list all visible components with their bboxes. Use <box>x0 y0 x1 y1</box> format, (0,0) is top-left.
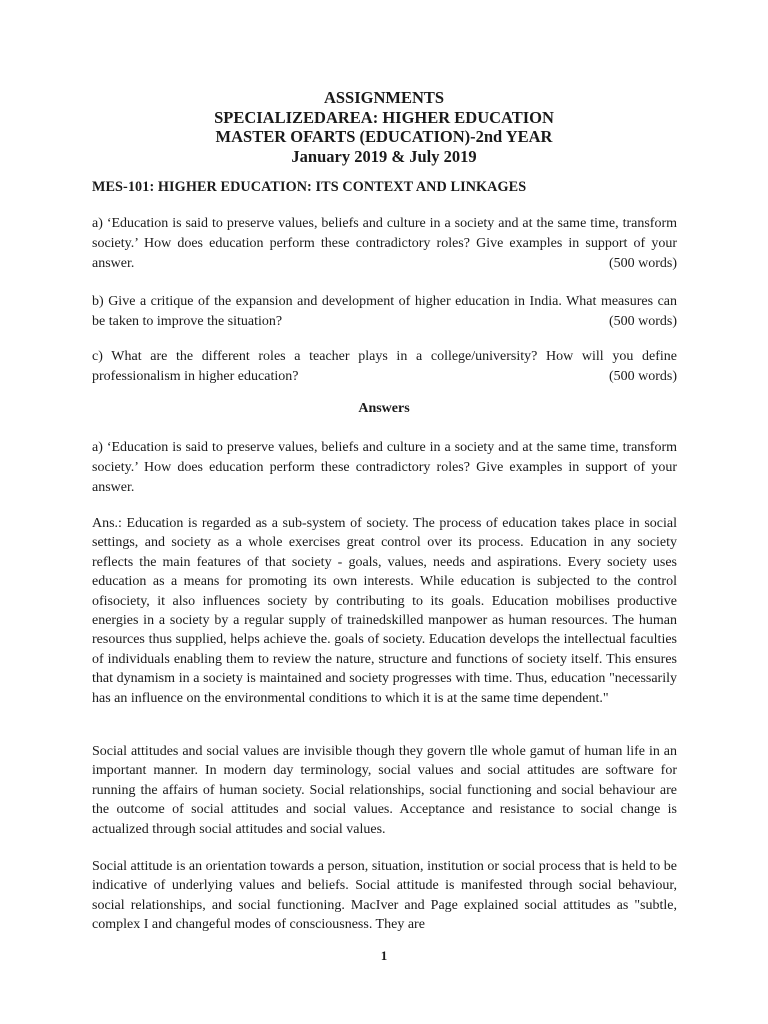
answer-question-restated: a) ‘Education is said to preserve values, beliefs and culture in a society and at the same time, transform society.’ How does education perform these contradictory roles? Give examples in support of your answer. <box>92 440 677 495</box>
question-b-words <box>92 312 677 332</box>
question-text: b) Give a critique of the expansion and development of higher education in India. What measures can be taken to improve the situation? <box>92 294 677 329</box>
header-programme: MASTER OFARTS (EDUCATION)-2nd YEAR <box>215 127 553 146</box>
course-title: MES-101: HIGHER EDUCATION: ITS CONTEXT AND LINKAGES <box>92 179 527 195</box>
answers-heading: Answers <box>358 401 410 416</box>
question-text: a) ‘Education is said to preserve values, beliefs and culture in a society and at the same time, transform society.’ How does education perform these contradictory roles? Give examples in support of your answer. <box>92 216 677 271</box>
word-limit: (500 words) <box>608 369 677 384</box>
answer-paragraph: Ans.: Education is regarded as a sub-system of society. The process of education takes place in social settings, and society as a whole exercises great control over its process. Education in any society reflects the main features of that society - goals, values, needs and aspirations. Every society uses education as a means for promoting its own interests. While education is subjected to the control ofisociety, it also influences society by contributing to its goals. Education mobilises productive energies in a society by a regular supply of trainedskilled manpower as human resources. The human resources thus supplied, helps achieve the. goals of society. Education develops the intellectual faculties of individuals enabling them to review the nature, structure and functions of society itself. This ensures that dynamism in a society is maintained and society progresses with time. Thus, education "necessarily has an influence on the environmental conditions to which it is at the same time dependent." <box>92 516 677 706</box>
word-limit: (500 words) <box>608 314 677 329</box>
header-title: ASSIGNMENTS <box>323 88 445 107</box>
header-specialized-area: SPECIALIZEDAREA: HIGHER EDUCATION <box>214 107 554 127</box>
answer-paragraph: Social attitudes and social values are invisible though they govern tlle whole gamut of human life in an important manner. In modern day terminology, social values and social attitudes are software for running the affairs of human society. Social relationships, social functioning and social behaviour are the outcome of social attitudes and social values. Acceptance and resistance to social change is actualized through social attitudes and social values. <box>92 744 677 837</box>
header-session: January 2019 & July 2019 <box>291 146 477 166</box>
page-number: 1 <box>380 948 388 963</box>
question-a-words <box>92 254 677 274</box>
answer-paragraph: Social attitude is an orientation towards a person, situation, institution or social process that is held to be indicative of underlying values and beliefs. Social attitude is manifested through social behaviour, social relationships, and social functioning. MacIver and Page explained social attitudes as "subtle, complex I and changeful modes of consciousness. They are <box>92 859 677 933</box>
word-limit: (500 words) <box>608 256 677 271</box>
document-header <box>0 88 768 166</box>
question-text: c) What are the different roles a teacher plays in a college/university? How will you define professionalism in higher education? <box>92 349 677 384</box>
question-c-words <box>92 367 677 387</box>
